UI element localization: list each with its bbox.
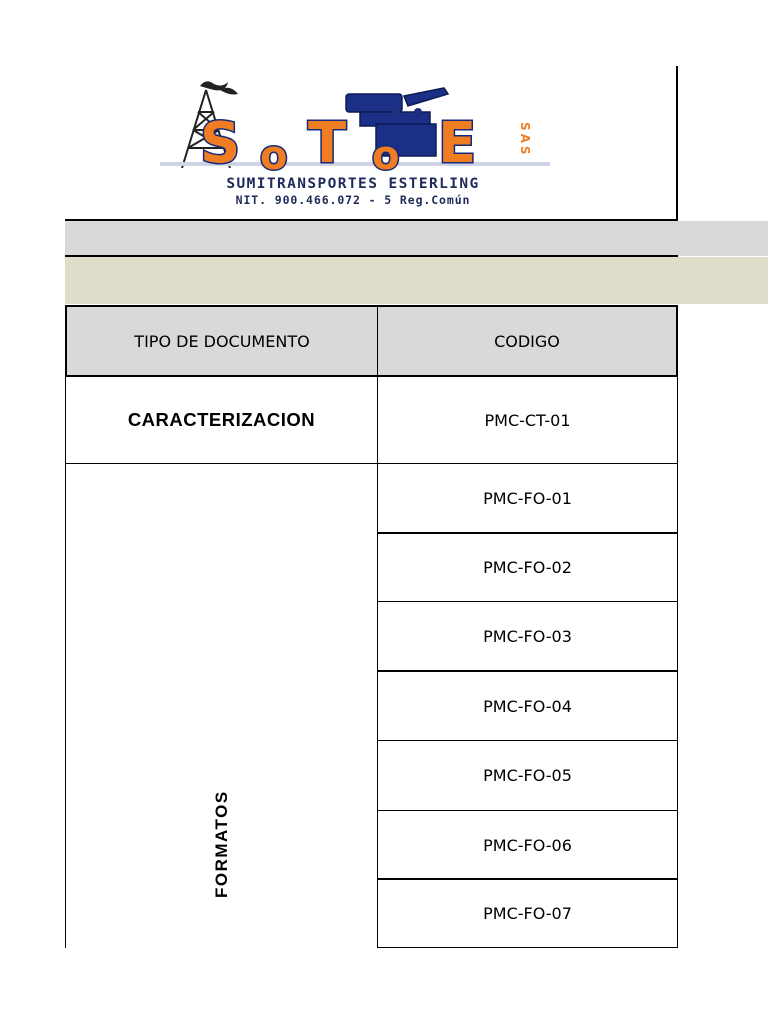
logo-company-name: SUMITRANSPORTES ESTERLING	[226, 176, 480, 192]
logo-letter-o2: o	[372, 133, 400, 179]
logo-wordmark	[200, 111, 500, 179]
logo-letter-e: E	[438, 111, 477, 176]
title-band	[65, 221, 768, 256]
code-pmc-fo-04: PMC-FO-04	[377, 670, 678, 741]
code-pmc-fo-06: PMC-FO-06	[377, 810, 678, 880]
row-caracterizacion-code: PMC-CT-01	[377, 376, 678, 464]
code-pmc-fo-07: PMC-FO-07	[377, 878, 678, 948]
logo-letter-s: S	[200, 111, 241, 176]
logo-sas: SAS	[518, 122, 532, 158]
subtitle-band	[65, 257, 768, 304]
logo-nit: NIT. 900.466.072 - 5 Reg.Común	[235, 193, 471, 207]
logo-letter-t: T	[308, 111, 347, 176]
code-pmc-fo-03: PMC-FO-03	[377, 601, 678, 671]
code-pmc-fo-01: PMC-FO-01	[377, 463, 678, 533]
header-codigo: CODIGO	[377, 305, 678, 377]
header-tipo-documento: TIPO DE DOCUMENTO	[65, 305, 378, 377]
company-logo	[160, 76, 550, 210]
formatos-label: FORMATOS	[212, 790, 231, 898]
logo-letter-o1: o	[260, 133, 288, 179]
header-right-border	[676, 66, 678, 221]
row-caracterizacion-type: CARACTERIZACION	[65, 376, 378, 464]
code-pmc-fo-05: PMC-FO-05	[377, 740, 678, 811]
code-pmc-fo-02: PMC-FO-02	[377, 532, 678, 602]
